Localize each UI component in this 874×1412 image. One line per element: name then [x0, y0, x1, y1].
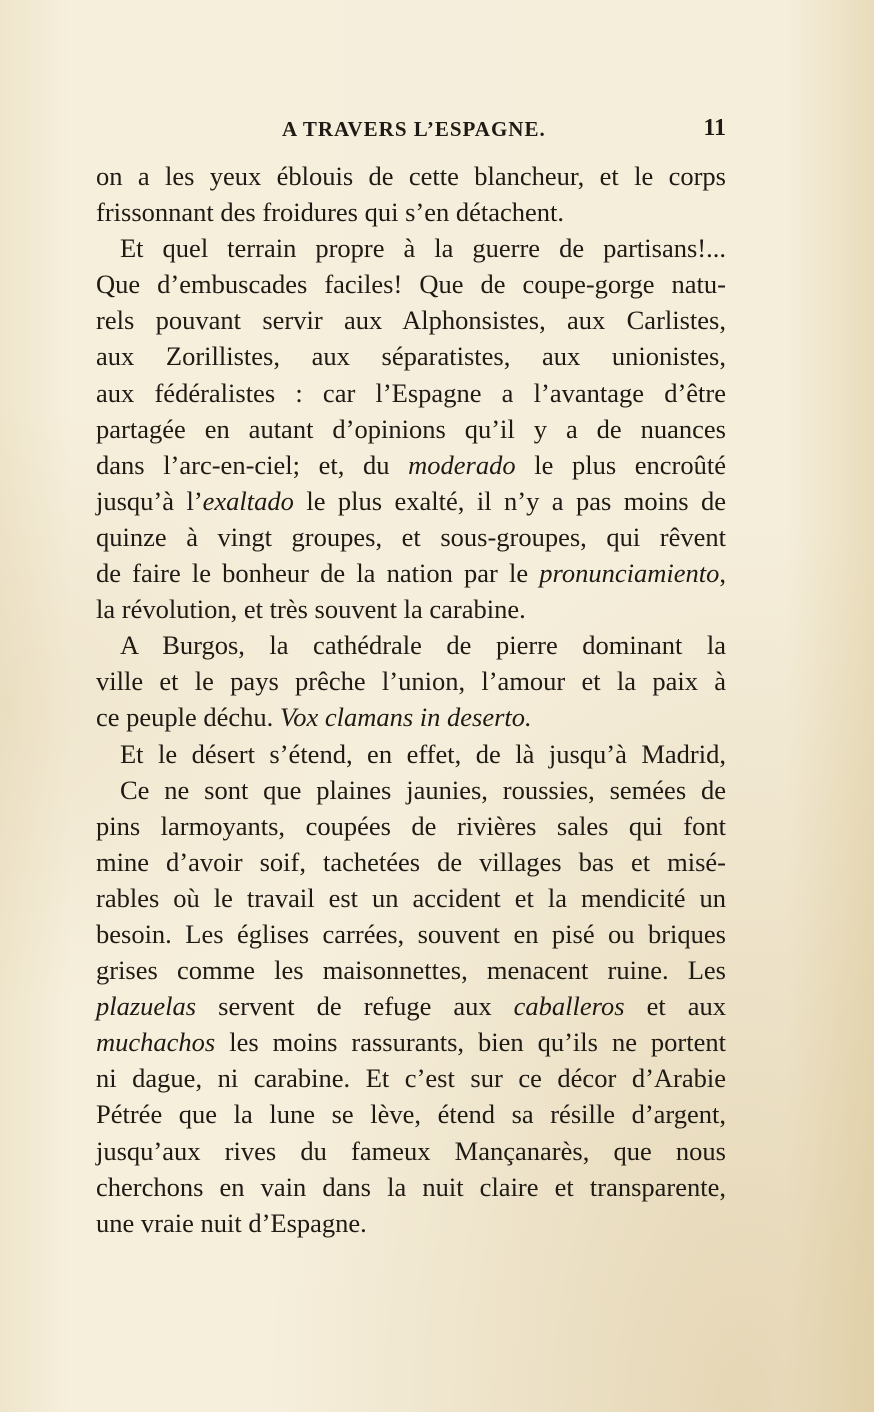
text-line	[96, 555, 726, 591]
page-number: 11	[703, 115, 726, 141]
text-line: pins larmoyants, coupées de rivières sales qui font	[96, 810, 726, 841]
text-line: A Burgos, la cathédrale de pierre dominant la	[120, 630, 726, 661]
text-segment: ,	[719, 558, 726, 589]
italic-term: caballeros	[513, 991, 625, 1022]
italic-term: pronunciamiento	[539, 558, 720, 589]
text-line: Et le désert s’étend, en effet, de là jusqu’à Madrid,	[120, 738, 726, 769]
text-segment: dans l’arc-en-ciel; et, du	[96, 449, 409, 480]
italic-term: plazuelas	[96, 991, 197, 1022]
italic-term: exaltado	[202, 485, 294, 516]
text-segment: de faire le bonheur de la nation par le	[96, 558, 540, 589]
text-line	[96, 988, 726, 1024]
page-header	[96, 117, 726, 147]
text-segment: ce peuple déchu.	[96, 702, 280, 733]
text-segment: le plus exalté, il n’y a pas moins de	[293, 485, 727, 516]
text-segment: le plus encroûté	[515, 449, 726, 480]
text-segment: jusqu’à l’	[96, 485, 203, 516]
text-line: besoin. Les églises carrées, souvent en pisé ou briques	[96, 918, 726, 949]
text-line: la révolution, et très souvent la carabine.	[96, 594, 526, 625]
text-line: ni dague, ni carabine. Et c’est sur ce décor d’Arabie	[96, 1063, 726, 1094]
text-line	[96, 699, 726, 735]
text-segment: et aux	[624, 991, 726, 1022]
text-line: Et quel terrain propre à la guerre de partisans!...	[120, 233, 726, 264]
running-title: A TRAVERS L’ESPAGNE.	[282, 117, 546, 141]
text-line	[96, 447, 726, 483]
text-segment: servent de refuge aux	[196, 991, 514, 1022]
text-line: rables où le travail est un accident et la mendicité un	[96, 882, 726, 913]
text-line: ville et le pays prêche l’union, l’amour et la paix à	[96, 666, 726, 697]
body-text	[96, 158, 726, 1241]
italic-term: muchachos	[96, 1027, 216, 1058]
italic-term: Vox clamans in deserto.	[279, 702, 532, 733]
text-line: Que d’embuscades faciles! Que de coupe-gorge natu-	[96, 269, 726, 300]
text-line: aux Zorillistes, aux séparatistes, aux unionistes,	[96, 341, 726, 372]
text-line: grises comme les maisonnettes, menacent ruine. Les	[96, 955, 726, 986]
text-line: partagée en autant d’opinions qu’il y a de nuances	[96, 413, 726, 444]
text-line: frissonnant des froidures qui s’en détachent.	[96, 197, 565, 228]
text-line: une vraie nuit d’Espagne.	[96, 1207, 367, 1238]
text-line: aux fédéralistes : car l’Espagne a l’avantage d’être	[96, 377, 726, 408]
text-line: rels pouvant servir aux Alphonsistes, aux Carlistes,	[96, 305, 726, 336]
text-line: mine d’avoir soif, tachetées de villages bas et misé-	[96, 846, 726, 877]
italic-term: moderado	[408, 449, 516, 480]
text-line	[96, 1024, 726, 1060]
text-segment: les moins rassurants, bien qu’ils ne portent	[215, 1027, 726, 1058]
text-line: on a les yeux éblouis de cette blancheur, et le corps	[96, 161, 726, 191]
text-line: jusqu’aux rives du fameux Mançanarès, que nous	[96, 1135, 726, 1166]
text-line: cherchons en vain dans la nuit claire et transparente,	[96, 1171, 726, 1202]
text-line: Pétrée que la lune se lève, étend sa résille d’argent,	[96, 1099, 726, 1130]
text-line: quinze à vingt groupes, et sous-groupes, qui rêvent	[96, 521, 726, 552]
text-line: Ce ne sont que plaines jaunies, roussies, semées de	[120, 774, 726, 805]
text-line	[96, 483, 726, 519]
